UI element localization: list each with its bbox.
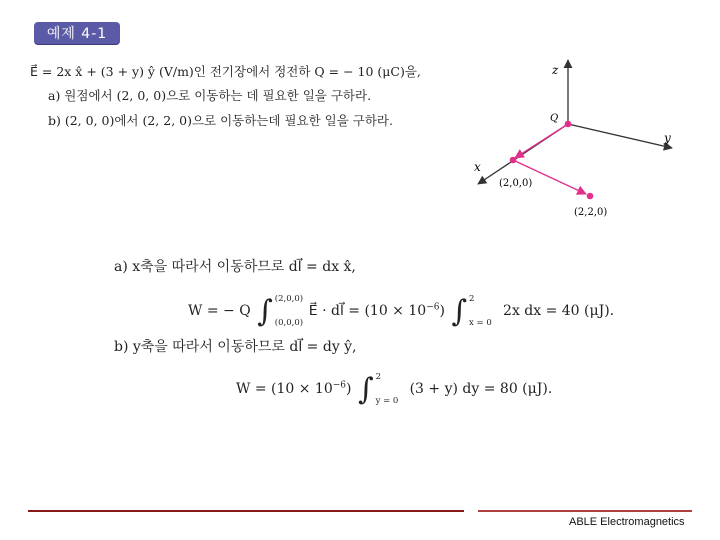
- integral-limits-a2: [469, 294, 499, 328]
- eq-a-exponent: −6: [426, 302, 440, 313]
- integral-sign-icon: ∫: [257, 294, 273, 329]
- footer-rule-accent: [478, 510, 692, 512]
- point2-label: (2,2,0): [574, 207, 608, 218]
- y-label: y: [664, 131, 671, 145]
- limit-lower: x = 0: [469, 318, 492, 328]
- problem-part-a: a) 원점에서 (2, 0, 0)으로 이동하는 데 필요한 일을 구하라.: [48, 88, 372, 103]
- example-badge: 예제 4-1: [34, 22, 120, 44]
- footer-rule: [28, 510, 464, 512]
- integral-sign-icon: ∫: [357, 372, 374, 407]
- eq-a-right: 2x dx = 40 (μJ).: [503, 303, 615, 319]
- y-axis: [568, 124, 672, 148]
- integral-sign-icon: ∫: [451, 294, 468, 329]
- limit-lower: y = 0: [375, 396, 399, 406]
- point1-label: (2,0,0): [499, 178, 533, 189]
- solution-a-equation: W = − Q ∫ (2,0,0) (0,0,0) E⃗ · dl⃗ = $(10 \times 10^{-6})$ ∫ 2 x = 0 2x dx = 40 (μJ).: [188, 294, 615, 329]
- eq-b-exponent: −6: [332, 380, 347, 391]
- limit-lower: (0,0,0): [274, 318, 304, 328]
- footer-text: ABLE Electromagnetics: [569, 516, 685, 528]
- charge-dot: [565, 121, 572, 128]
- z-label: z: [552, 63, 559, 77]
- problem-statement: E⃗ = 2x x̂ + (3 + y) ŷ (V/m)인 전기장에서 정전하 Q = − 10 (μC)을,: [30, 64, 421, 79]
- limit-upper: 2: [469, 294, 475, 304]
- limit-upper: (2,0,0): [274, 294, 304, 304]
- coordinate-diagram: [460, 52, 690, 232]
- x-label: x: [474, 160, 481, 174]
- solution-a-heading: a) x축을 따라서 이동하므로 dl⃗ = dx x̂,: [114, 259, 356, 275]
- eq-b-left: W = (10 × 10: [236, 381, 333, 397]
- eq-b-right: (3 + y) dy = 80 (μJ).: [409, 381, 553, 397]
- charge-label: Q: [550, 113, 559, 124]
- path-a-arrow: [515, 124, 568, 158]
- point1-dot: [510, 157, 517, 164]
- limit-upper: 2: [375, 372, 382, 382]
- problem-part-b: b) (2, 0, 0)에서 (2, 2, 0)으로 이동하는데 필요한 일을 구하라.: [48, 113, 393, 128]
- solution-b-heading: b) y축을 따라서 이동하므로 dl⃗ = dy ŷ,: [114, 339, 357, 355]
- solution-b-equation: $W = (10 \times 10^{-6})$ ∫ 2 y = 0 (3 + y) dy = 80 (μJ).: [236, 372, 553, 407]
- eq-a-left: W = − Q: [188, 303, 251, 319]
- eq-a-mid: E⃗ · dl⃗ = (10 × 10: [308, 303, 427, 319]
- integral-limits-a1: [275, 294, 305, 328]
- integral-limits-b: [376, 372, 406, 406]
- point2-dot: [587, 193, 594, 200]
